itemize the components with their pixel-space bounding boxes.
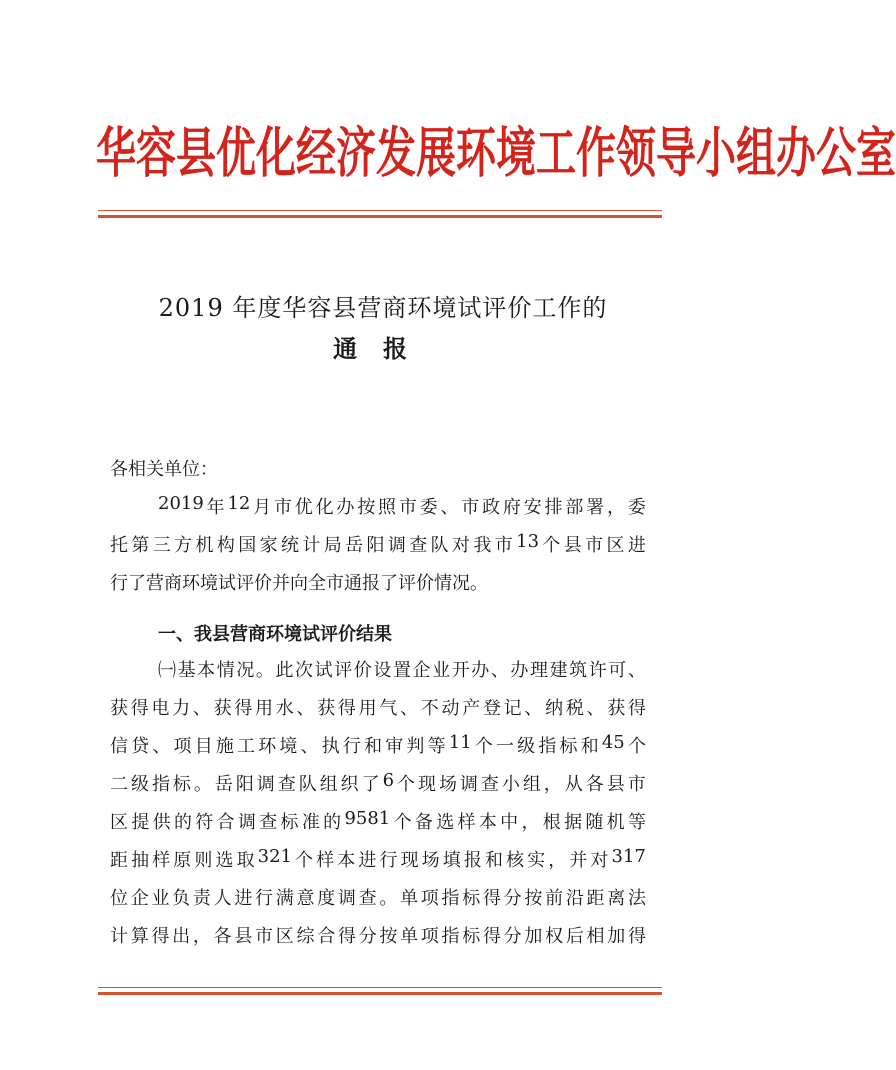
body-line-7: 信 贷 、 项 目 施 工 环 境 、 执 行 和 审 判 等 11 个 一 级 指 标 和 45 个 (110, 732, 646, 757)
document-title-line1: 2019 年度华容县营商环境试评价工作的 (158, 294, 608, 322)
footer-rule-thin (98, 987, 662, 988)
body-line-12: 计 算 得 出 ， 各 县 市 区 综 合 得 分 按 单 项 指 标 得 分 加 权 后 相 加 得 (110, 926, 646, 947)
body-line-3: 行了营商环境试评价并向全市通报了评价情况。 (110, 573, 488, 594)
body-line-8: 二 级 指 标 。 岳 阳 调 查 队 组 织 了 6 个 现 场 调 查 小 组 ， 从 各 县 市 (110, 770, 646, 795)
letterhead-rule-thick (98, 215, 662, 218)
section-heading-1: 一、我县营商环境试评价结果 (158, 624, 392, 645)
salutation: 各相关单位： (110, 459, 218, 480)
letterhead-org-name: 华容县优化经济发展环境工作领导小组办公室 (96, 121, 896, 186)
document-title-line2: 通报 (333, 334, 433, 363)
body-line-10: 距 抽 样 原 则 选 取 321 个 样 本 进 行 现 场 填 报 和 核 实 ， 并 对 317 (110, 846, 646, 871)
body-line-1: 2019 年 12 月 市 优 化 办 按 照 市 委 、 市 政 府 安 排 部 署 ， 委 (158, 493, 646, 518)
body-line-11: 位 企 业 负 责 人 进 行 满 意 度 调 查 。 单 项 指 标 得 分 按 前 沿 距 离 法 (110, 888, 646, 909)
body-line-2: 托 第 三 方 机 构 国 家 统 计 局 岳 阳 调 查 队 对 我 市 13 个 县 市 区 进 (110, 531, 646, 556)
body-line-6: 获 得 电 力 、 获 得 用 水 、 获 得 用 气 、 不 动 产 登 记 、 纳 税 、 获 得 (110, 698, 646, 719)
footer-rule-thick (98, 992, 662, 995)
body-line-5: ㈠ 基 本 情 况 。 此 次 试 评 价 设 置 企 业 开 办 、 办 理 建 筑 许 可 、 (158, 660, 646, 681)
letterhead-rule-thin (98, 210, 662, 211)
body-line-9: 区 提 供 的 符 合 调 查 标 准 的 9581 个 备 选 样 本 中 ， 根 据 随 机 等 (110, 808, 646, 833)
